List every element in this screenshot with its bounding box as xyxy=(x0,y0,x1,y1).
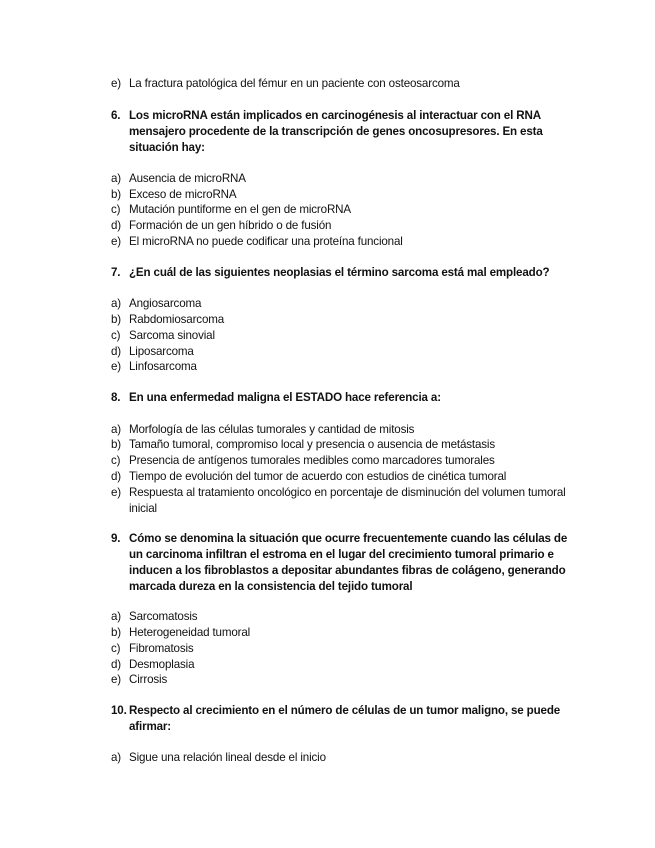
list-item xyxy=(111,312,571,328)
option-label: e) xyxy=(111,235,122,248)
question-number: 9. xyxy=(111,532,121,545)
list-item xyxy=(111,202,571,218)
option-label: d) xyxy=(111,345,122,358)
list-item xyxy=(111,672,571,688)
list-item xyxy=(111,171,571,187)
list-item xyxy=(111,187,571,203)
question-10 xyxy=(111,703,571,735)
option-label: c) xyxy=(111,203,121,216)
option-label: e) xyxy=(111,673,122,686)
option-label: a) xyxy=(111,172,122,185)
option-text: El microRNA no puede codificar una proteína funcional xyxy=(129,235,403,248)
option-text: Tamaño tumoral, compromiso local y presencia o ausencia de metástasis xyxy=(129,438,495,451)
question-number: 7. xyxy=(111,266,121,279)
option-text: Ausencia de microRNA xyxy=(129,172,246,185)
list-item xyxy=(111,328,571,344)
option-label: e) xyxy=(111,360,122,373)
option-text: Presencia de antígenos tumorales medibles como marcadores tumorales xyxy=(129,454,495,467)
question-text: ¿En cuál de las siguientes neoplasias el término sarcoma está mal empleado? xyxy=(129,266,550,279)
option-label: b) xyxy=(111,438,122,451)
option-label: a) xyxy=(111,610,122,623)
option-text: Heterogeneidad tumoral xyxy=(129,626,251,639)
question-text: Los microRNA están implicados en carcinogénesis al interactuar con el RNA mensajero procedente de la transcripción de genes oncosupresores. En esta situación hay: xyxy=(129,109,543,154)
option-label: a) xyxy=(111,297,122,310)
question-text: En una enfermedad maligna el ESTADO hace referencia a: xyxy=(129,391,441,404)
list-item xyxy=(111,76,571,92)
list-item xyxy=(111,657,571,673)
option-text: Mutación puntiforme en el gen de microRNA xyxy=(129,203,351,216)
option-text: Sigue una relación lineal desde el inicio xyxy=(129,751,326,764)
option-text: Sarcoma sinovial xyxy=(129,329,215,342)
list-item xyxy=(111,750,571,766)
option-label: d) xyxy=(111,219,122,232)
option-text: Tiempo de evolución del tumor de acuerdo con estudios de cinética tumoral xyxy=(129,470,507,483)
question-9 xyxy=(111,531,571,595)
list-item xyxy=(111,453,571,469)
list-item xyxy=(111,218,571,234)
list-item xyxy=(111,625,571,641)
option-label: e) xyxy=(111,77,122,90)
option-text: Cirrosis xyxy=(129,673,168,686)
question-text: Respecto al crecimiento en el número de células de un tumor maligno, se puede afirmar: xyxy=(129,704,561,733)
question-number: 6. xyxy=(111,109,121,122)
list-item xyxy=(111,296,571,312)
option-label: c) xyxy=(111,642,121,655)
question-7 xyxy=(111,265,571,281)
option-text: Fibromatosis xyxy=(129,642,194,655)
option-label: b) xyxy=(111,313,122,326)
option-text: Morfología de las células tumorales y cantidad de mitosis xyxy=(129,423,415,436)
list-item xyxy=(111,641,571,657)
option-text: Sarcomatosis xyxy=(129,610,198,623)
option-text: Liposarcoma xyxy=(129,345,194,358)
list-item xyxy=(111,469,571,485)
option-text: Linfosarcoma xyxy=(129,360,197,373)
list-item xyxy=(111,422,571,438)
option-text: Rabdomiosarcoma xyxy=(129,313,225,326)
list-item xyxy=(111,437,571,453)
question-8 xyxy=(111,390,571,406)
list-item xyxy=(111,609,571,625)
list-item xyxy=(111,344,571,360)
option-label: b) xyxy=(111,626,122,639)
question-number: 8. xyxy=(111,391,121,404)
option-label: b) xyxy=(111,188,122,201)
option-label: c) xyxy=(111,329,121,342)
question-text: Cómo se denomina la situación que ocurre frecuentemente cuando las células de un carcinoma infiltran el estroma en el lugar del crecimiento tumoral primario e inducen a los fibroblastos a depositar abundantes fibras de colágeno, generando marcada dureza en la consistencia del tejido tumoral xyxy=(129,532,568,593)
option-text: Angiosarcoma xyxy=(129,297,202,310)
option-text: Respuesta al tratamiento oncológico en porcentaje de disminución del volumen tumoral inicial xyxy=(129,486,566,515)
option-label: a) xyxy=(111,423,122,436)
option-text: Exceso de microRNA xyxy=(129,188,237,201)
question-6 xyxy=(111,108,571,156)
option-text: Desmoplasia xyxy=(129,658,195,671)
option-text: La fractura patológica del fémur en un paciente con osteosarcoma xyxy=(129,77,460,90)
list-item xyxy=(111,485,571,517)
option-label: c) xyxy=(111,454,121,467)
list-item xyxy=(111,359,571,375)
option-label: d) xyxy=(111,658,122,671)
list-item xyxy=(111,234,571,250)
option-text: Formación de un gen híbrido o de fusión xyxy=(129,219,332,232)
question-number: 10. xyxy=(111,704,127,717)
option-label: a) xyxy=(111,751,122,764)
option-label: d) xyxy=(111,470,122,483)
option-label: e) xyxy=(111,486,122,499)
